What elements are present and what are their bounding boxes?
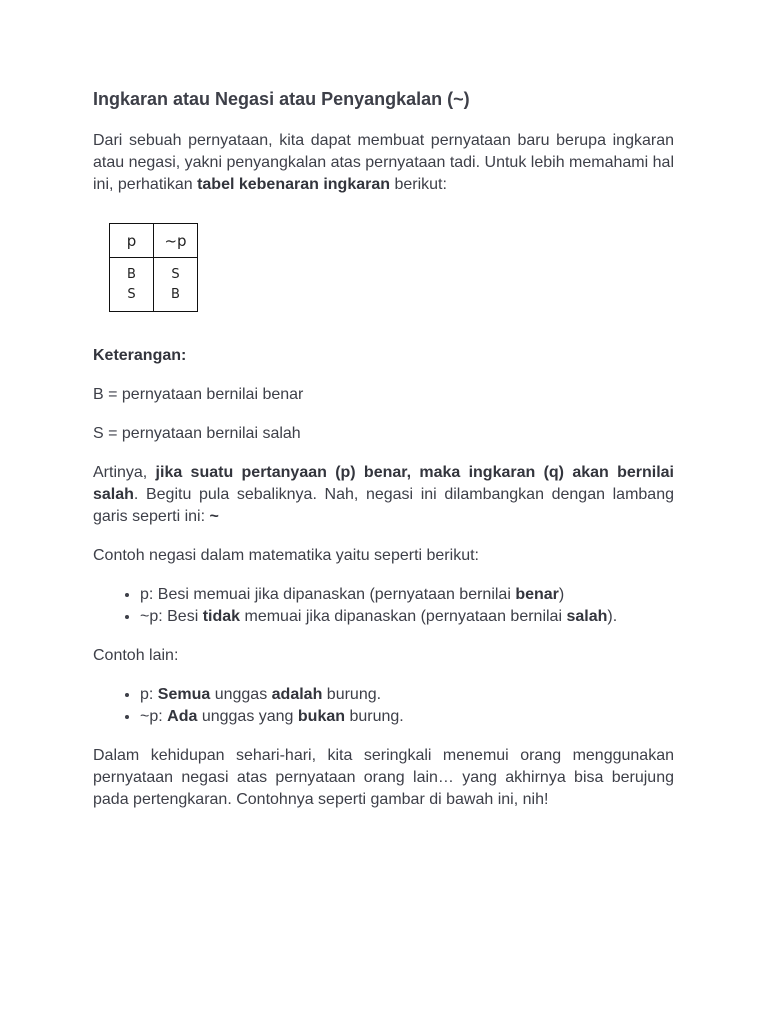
keterangan-heading	[93, 345, 674, 367]
artinya-text-1: Artinya,	[93, 464, 156, 481]
contoh2-intro: Contoh lain:	[93, 647, 179, 664]
list-item	[140, 584, 674, 606]
artinya-bold-1: jika suatu pertanyaan (p) benar, maka ingkaran (q) akan bernilai salah	[93, 464, 674, 503]
page-title: Ingkaran atau Negasi atau Penyangkalan (~)	[93, 89, 470, 109]
intro-text-2: berikut:	[390, 176, 447, 193]
truth-value: B	[171, 286, 180, 302]
list-item-bold: tidak	[202, 608, 241, 625]
truth-table-cell-not-p	[154, 258, 198, 312]
list-item	[140, 606, 674, 628]
artinya-paragraph	[93, 462, 674, 528]
list-item-bold: Semua	[157, 686, 211, 703]
list-item-text: burung.	[322, 686, 382, 703]
keterangan-s: S = pernyataan bernilai salah	[93, 425, 301, 442]
truth-table	[109, 223, 198, 312]
list-item-bold: salah	[566, 608, 608, 625]
truth-value: B	[127, 266, 136, 282]
truth-table-cell-p	[110, 258, 154, 312]
list-item-text: p:	[140, 686, 158, 703]
truth-value: S	[171, 266, 180, 282]
contoh1-list	[93, 584, 674, 628]
list-item-bold: bukan	[297, 708, 346, 725]
list-item-bold: Ada	[167, 708, 198, 725]
list-item-text: )	[558, 586, 565, 603]
list-item-text: ~p: Besi	[140, 608, 203, 625]
list-item-text: ~p:	[140, 708, 168, 725]
document-body	[93, 86, 674, 828]
truth-table-header-not-p: ~p	[154, 224, 198, 258]
contoh1-intro: Contoh negasi dalam matematika yaitu seperti berikut:	[93, 547, 479, 564]
list-item-text: p: Besi memuai jika dipanaskan (pernyataan bernilai	[140, 586, 516, 603]
intro-text-1: Dari sebuah pernyataan, kita dapat membuat pernyataan baru berupa ingkaran atau negasi, yakni penyangkalan atas pernyataan tadi. Untuk lebih memahami hal ini, perhatikan	[93, 132, 674, 193]
list-item-text: unggas	[210, 686, 272, 703]
artinya-bold-2: ~	[209, 508, 219, 525]
list-item	[140, 684, 674, 706]
keterangan-heading-text: Keterangan:	[93, 347, 187, 364]
list-item-text: burung.	[345, 708, 404, 725]
contoh2-list	[93, 684, 674, 728]
truth-value: S	[127, 286, 136, 302]
keterangan-b: B = pernyataan bernilai benar	[93, 386, 304, 403]
truth-table-header-row	[110, 224, 198, 258]
intro-paragraph	[93, 130, 674, 196]
list-item-text: unggas yang	[197, 708, 298, 725]
closing-paragraph: Dalam kehidupan sehari-hari, kita seringkali menemui orang menggunakan pernyataan negasi atas pernyataan orang lain… yang akhirnya bisa berujung pada pertengkaran. Contohnya seperti gambar di bawah ini, nih!	[93, 747, 674, 808]
list-item-text: memuai jika dipanaskan (pernyataan bernilai	[240, 608, 567, 625]
artinya-text-2: . Begitu pula sebaliknya. Nah, negasi ini dilambangkan dengan lambang garis seperti ini:	[93, 486, 674, 525]
list-item-text: ).	[607, 608, 618, 625]
list-item-bold: benar	[515, 586, 559, 603]
truth-table-body-row	[110, 258, 198, 312]
truth-table-header-p: p	[110, 224, 154, 258]
intro-bold-term: tabel kebenaran ingkaran	[197, 176, 391, 193]
list-item	[140, 706, 674, 728]
list-item-bold: adalah	[271, 686, 323, 703]
